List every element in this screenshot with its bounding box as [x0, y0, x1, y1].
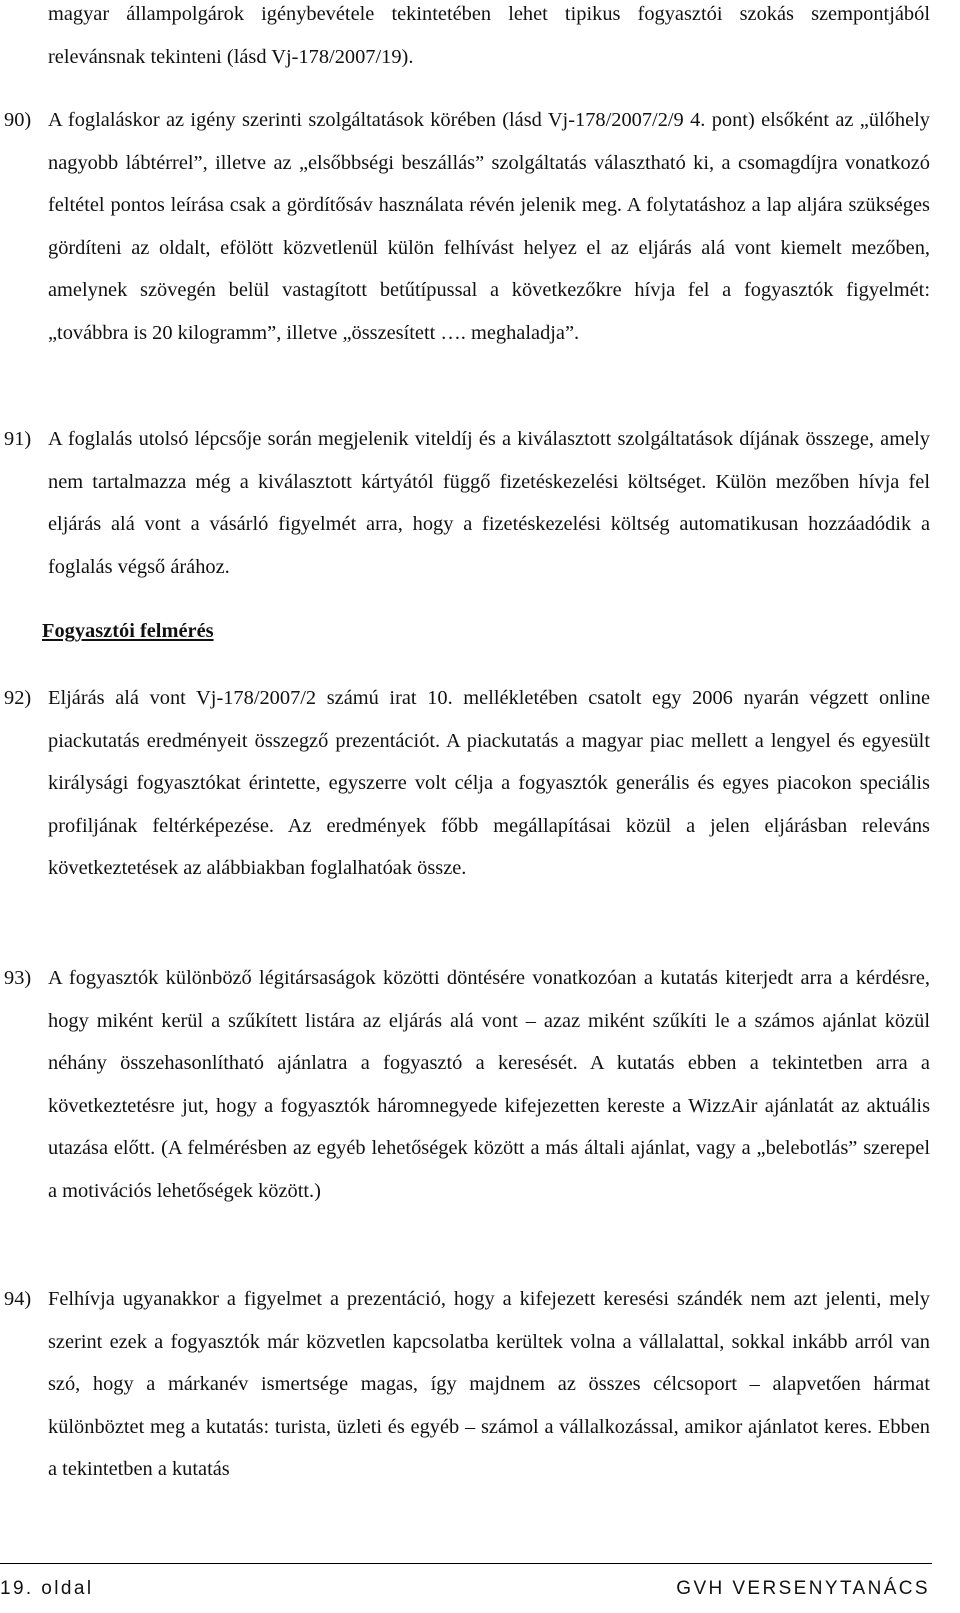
- paragraph-93: A fogyasztók különböző légitársaságok közötti döntésére vonatkozóan a kutatás kiterjedt arra a kérdésre, hogy miként kerül a szűkített listára az eljárás alá vont – azaz miként szűkíti le a számos ajánlat közül néhány összehasonlítható ajánlatra a fogyasztó a keresését. A kutatás ebben a tekintetben arra a következtetésre jut, hogy a fogyasztók háromnegyede kifejezetten kereste a WizzAir ajánlatát az aktuális utazása előtt. (A felmérésben az egyéb lehetőségek között a más általi ajánlat, vagy a „belebotlás” szerepel a motivációs lehetőségek között.): [48, 967, 930, 1202]
- paragraph-90: A foglaláskor az igény szerinti szolgáltatások körében (lásd Vj-178/2007/2/9 4. pont) elsőként az „ülőhely nagyobb lábtérrel”, illetve az „elsőbbségi beszállás” szolgáltatás választható ki, a csomagdíjra vonatkozó feltétel pontos leírása csak a gördítősáv használata révén jelenik meg. A folytatáshoz a lap aljára szükséges gördíteni az oldalt, efölött közvetlenül külön felhívást helyez el az eljárás alá vont kiemelt mezőben, amelynek szövegén belül vastagított betűtípussal a következőkre hívja fel a fogyasztók figyelmét: „továbbra is 20 kilogramm”, illetve „összesített …. meghaladja”.: [48, 109, 930, 344]
- section-heading: Fogyasztói felmérés: [42, 620, 214, 642]
- paragraph-number-93: 93): [4, 967, 32, 989]
- paragraph-number-91: 91): [4, 428, 32, 450]
- paragraph-91: A foglalás utolsó lépcsője során megjelenik viteldíj és a kiválasztott szolgáltatások díjának összege, amely nem tartalmazza még a kiválasztott kártyától függő fizetéskezelési költséget. Külön mezőben hívja fel eljárás alá vont a vásárló figyelmét arra, hogy a fizetéskezelési költség automatikusan hozzáadódik a foglalás végső árához.: [48, 428, 930, 578]
- paragraph-number-90: 90): [4, 109, 32, 131]
- footer-organization: GVH VERSENYTANÁCS: [676, 1578, 930, 1599]
- paragraph-92: Eljárás alá vont Vj-178/2007/2 számú irat 10. mellékletében csatolt egy 2006 nyarán végzett online piackutatás eredményeit összegző prezentációt. A piackutatás a magyar piac mellett a lengyel és egyesült királysági fogyasztókat érintette, egyszerre volt célja a fogyasztók generális és egyes piacokon speciális profiljának feltérképezése. Az eredmények főbb megállapításai közül a jelen eljárásban releváns következtetések az alábbiakban foglalhatóak össze.: [48, 687, 930, 880]
- paragraph-89-continuation: magyar állampolgárok igénybevétele tekintetében lehet tipikus fogyasztói szokás szempontjából relevánsnak tekinteni (lásd Vj-178/2007/19).: [48, 3, 930, 68]
- paragraph-94: Felhívja ugyanakkor a figyelmet a prezentáció, hogy a kifejezett keresési szándék nem azt jelenti, mely szerint ezek a fogyasztók már közvetlen kapcsolatba kerültek volna a vállalattal, sokkal inkább arról van szó, hogy a márkanév ismertsége magas, így majdnem az összes célcsoport – alapvetően hármat különböztet meg a kutatás: turista, üzleti és egyéb – számol a vállalkozással, amikor ajánlatot keres. Ebben a tekintetben a kutatás: [48, 1288, 930, 1481]
- footer-divider: [0, 1563, 932, 1564]
- footer-page-number: 19. oldal: [0, 1578, 94, 1599]
- paragraph-number-92: 92): [4, 687, 32, 709]
- paragraph-number-94: 94): [4, 1288, 32, 1310]
